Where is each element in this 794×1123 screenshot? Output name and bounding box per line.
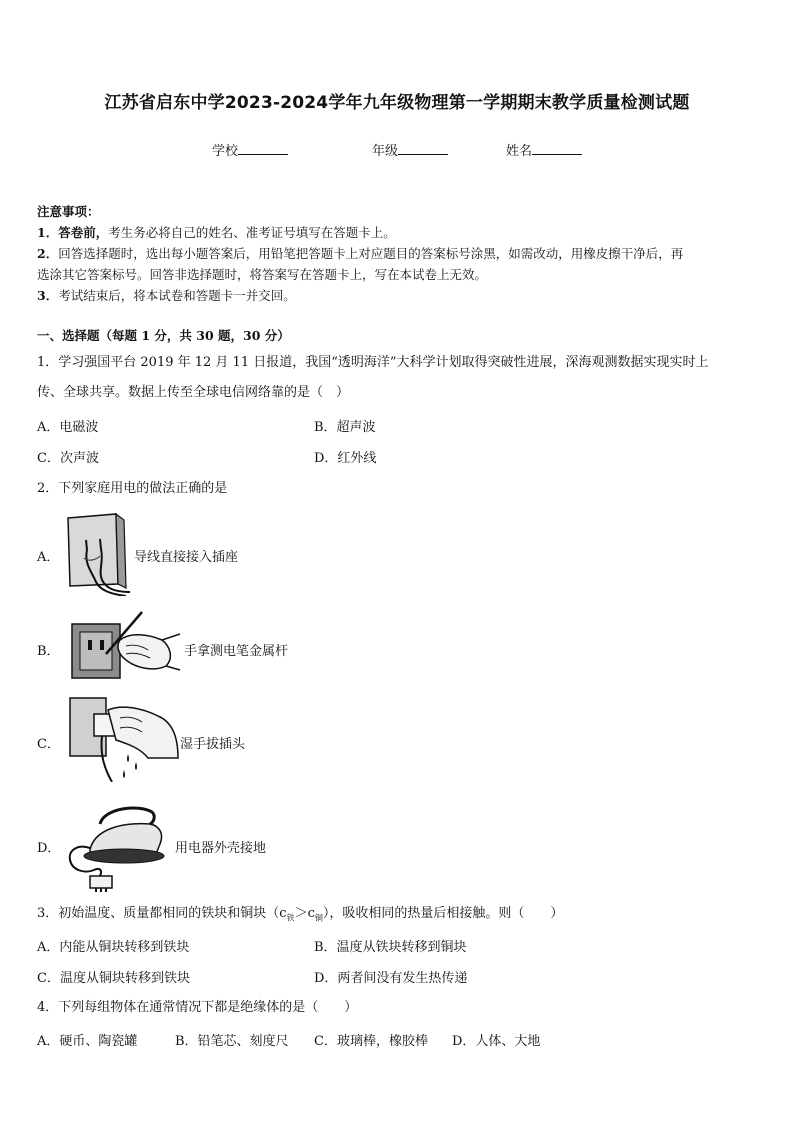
grade-blank[interactable]	[398, 142, 448, 155]
q4-stem: 4．下列每组物体在通常情况下都是绝缘体的是（ ）	[37, 1000, 358, 1015]
q2-option-d-caption: 用电器外壳接地	[175, 841, 267, 856]
iron-grounded-icon	[60, 800, 172, 892]
school-blank[interactable]	[238, 142, 288, 155]
notice-item-1: 1．答卷前，考生务必将自己的姓名、准考证号填写在答题卡上。	[37, 225, 396, 240]
name-label: 姓名	[506, 144, 533, 159]
q4-option-c[interactable]: C．玻璃棒，橡胶棒	[314, 1034, 428, 1049]
school-field	[212, 140, 288, 159]
wet-hand-plug-icon	[68, 696, 180, 782]
q1-option-c[interactable]: C．次声波	[37, 451, 99, 466]
q3-stem: 3．初始温度、质量都相同的铁块和铜块$(c_铁>c_铜)$，吸收相同的热量后相接触。则（ ）	[37, 906, 564, 923]
q1-option-d[interactable]: D．红外线	[314, 451, 377, 466]
page-title: 江苏省启东中学2023-2024学年九年级物理第一学期期末教学质量检测试题	[104, 93, 690, 113]
q3-option-c[interactable]: C．温度从铜块转移到铁块	[37, 971, 190, 986]
q2-option-a-caption: 导线直接接入插座	[134, 550, 239, 565]
q3-option-d[interactable]: D．两者间没有发生热传递	[314, 971, 468, 986]
notice-block	[37, 201, 759, 306]
section-heading: 一、选择题（每题 1 分，共 30 题，30 分）	[37, 328, 290, 343]
notice-item-3: 3．考试结束后，将本试卷和答题卡一并交回。	[37, 288, 296, 303]
q4-option-d[interactable]: D．人体、大地	[452, 1034, 541, 1049]
school-label: 学校	[212, 144, 239, 159]
q1-stem-line1: 1．学习强国平台 2019 年 12 月 11 日报道，我国“透明海洋”大科学计划取得突破性进展，深海观测数据实现实时上	[37, 355, 709, 370]
q2-option-d-label[interactable]: D．	[37, 841, 61, 856]
q3-option-b[interactable]: B．温度从铁块转移到铜块	[314, 940, 467, 955]
q2-option-a-label[interactable]: A．	[37, 550, 60, 565]
q2-option-c-label[interactable]: C．	[37, 737, 60, 752]
q2-option-b-label[interactable]: B．	[37, 644, 60, 659]
q1-stem-line2: 传、全球共享。数据上传至全球电信网络靠的是（ ）	[37, 385, 350, 400]
grade-label: 年级	[372, 144, 399, 159]
q2-stem: 2．下列家庭用电的做法正确的是	[37, 481, 228, 496]
socket-wires-icon	[66, 512, 132, 596]
name-blank[interactable]	[532, 142, 582, 155]
q2-option-c-caption: 湿手拔插头	[180, 737, 246, 752]
q1-option-a[interactable]: A．电磁波	[37, 420, 99, 435]
q4-option-b[interactable]: B．铅笔芯、刻度尺	[175, 1034, 289, 1049]
q1-option-b[interactable]: B．超声波	[314, 420, 376, 435]
test-pen-hand-icon	[70, 610, 182, 682]
q2-option-b-caption: 手拿测电笔金属杆	[184, 644, 289, 659]
q4-option-a[interactable]: A．硬币、陶瓷罐	[37, 1034, 138, 1049]
name-field	[506, 140, 582, 159]
notice-heading: 注意事项：	[37, 204, 100, 219]
notice-item-2-cont: 选涂其它答案标号。回答非选择题时，将答案写在答题卡上，写在本试卷上无效。	[37, 267, 488, 282]
notice-item-2: 2．回答选择题时，选出每小题答案后，用铅笔把答题卡上对应题目的答案标号涂黑，如需改动，用橡皮擦干净后，再	[37, 246, 684, 261]
q3-option-a[interactable]: A．内能从铜块转移到铁块	[37, 940, 190, 955]
grade-field	[372, 140, 448, 159]
